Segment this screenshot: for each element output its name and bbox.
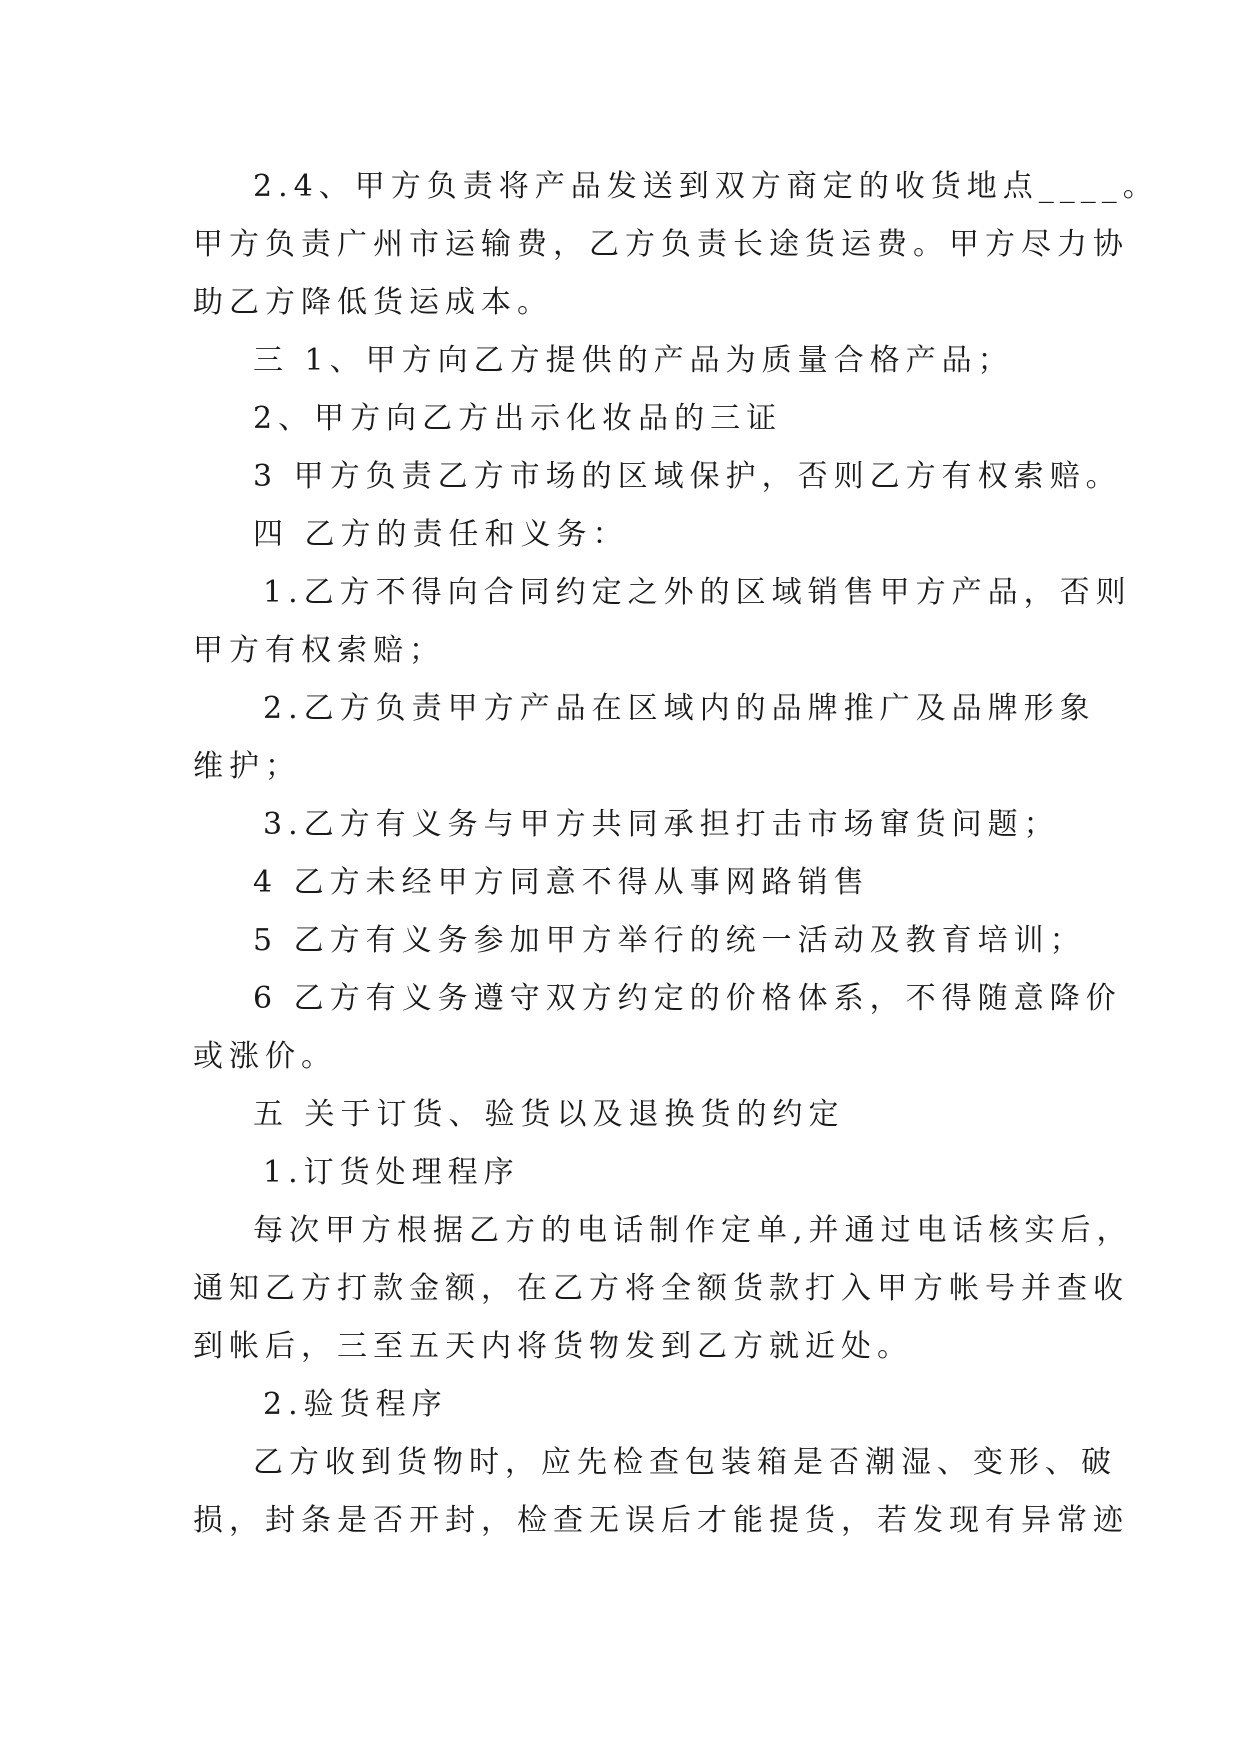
section-4-item-6-line-1: 6 乙方有义务遵守双方约定的价格体系，不得随意降价 [253, 981, 1122, 1016]
section-3-item-2: 2、甲方向乙方出示化妆品的三证 [253, 401, 783, 436]
section-3-item-3: 3 甲方负责乙方市场的区域保护，否则乙方有权索赔。 [253, 459, 1122, 494]
ordering-paragraph-line-2: 通知乙方打款金额，在乙方将全额货款打入甲方帐号并查收 [193, 1271, 1129, 1306]
ordering-paragraph-line-3: 到帐后，三至五天内将货物发到乙方就近处。 [193, 1329, 913, 1364]
section-5-heading: 五 关于订货、验货以及退换货的约定 [253, 1097, 845, 1132]
section-4-item-4: 4 乙方未经甲方同意不得从事网路销售 [253, 865, 870, 900]
document-body [193, 158, 1159, 1550]
section-4-item-5: 5 乙方有义务参加甲方举行的统一活动及教育培训； [253, 923, 1086, 958]
inspection-paragraph-line-1: 乙方收到货物时，应先检查包装箱是否潮湿、变形、破 [253, 1445, 1117, 1480]
section-4-item-2-line-1: 2.乙方负责甲方产品在区域内的品牌推广及品牌形象 [263, 691, 1096, 726]
section-4-item-3: 3.乙方有义务与甲方共同承担打击市场窜货问题； [263, 807, 1060, 842]
clause-2-4-line-3: 助乙方降低货运成本。 [193, 285, 553, 320]
section-5-subheading-ordering: 1.订货处理程序 [263, 1155, 520, 1190]
ordering-paragraph-line-1: 每次甲方根据乙方的电话制作定单,并通过电话核实后， [253, 1213, 1133, 1248]
inspection-paragraph-line-2: 损，封条是否开封，检查无误后才能提货，若发现有异常迹 [193, 1503, 1129, 1538]
section-4-item-6-line-2: 或涨价。 [193, 1039, 337, 1074]
clause-2-4-line-1: 2.4、甲方负责将产品发送到双方商定的收货地点____。 [253, 169, 1159, 204]
section-4-heading: 四 乙方的责任和义务： [253, 517, 629, 552]
section-4-item-2-line-2: 维护； [193, 749, 301, 784]
section-4-item-1-line-2: 甲方有权索赔； [193, 633, 445, 668]
clause-2-4-line-2: 甲方负责广州市运输费，乙方负责长途货运费。甲方尽力协 [193, 227, 1129, 262]
section-5-subheading-inspection: 2.验货程序 [263, 1387, 448, 1422]
section-3-item-1: 三 1、甲方向乙方提供的产品为质量合格产品； [253, 343, 1014, 378]
section-4-item-1-line-1: 1.乙方不得向合同约定之外的区域销售甲方产品，否则 [263, 575, 1132, 610]
